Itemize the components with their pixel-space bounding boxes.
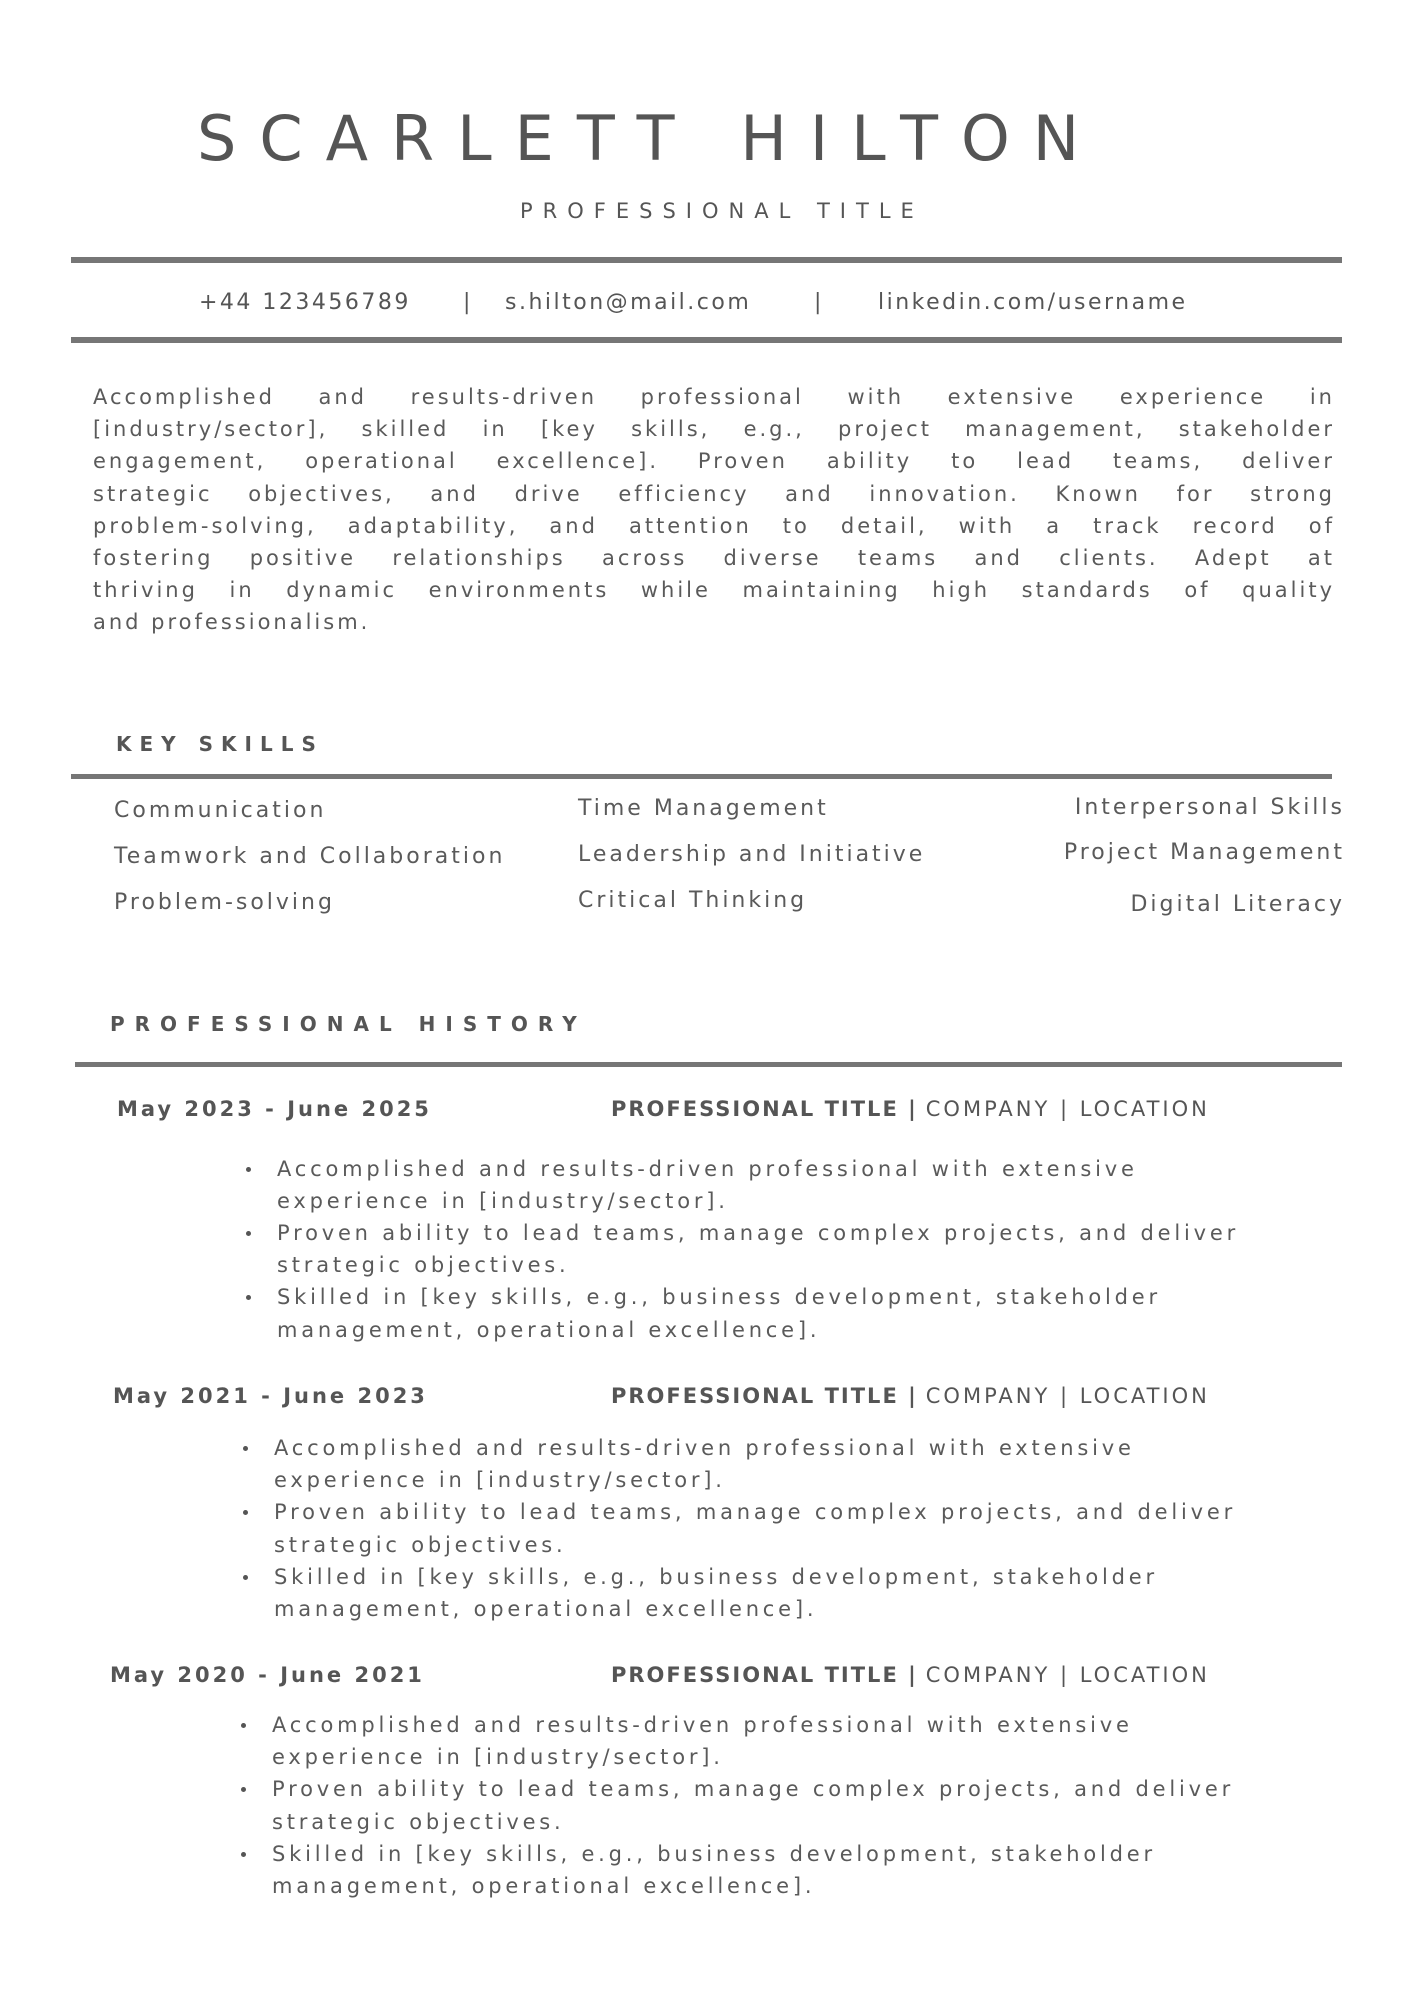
- header-divider-top: [71, 257, 1342, 263]
- bullet-icon: [243, 1510, 248, 1515]
- bullet-icon: [243, 1575, 248, 1580]
- bullet-icon: [246, 1231, 251, 1236]
- job-company-location: COMPANY | LOCATION: [925, 1097, 1210, 1121]
- summary-line: Accomplished and results-driven professional with extensive experience in: [93, 385, 1335, 409]
- key-skills-heading: KEY SKILLS: [116, 732, 324, 756]
- bullet-line: management, operational excellence].: [277, 1318, 821, 1342]
- summary-line: and professionalism.: [93, 610, 371, 634]
- bullet-icon: [241, 1723, 246, 1728]
- contact-separator: |: [814, 290, 824, 315]
- job-company-location: COMPANY | LOCATION: [925, 1384, 1210, 1408]
- contact-phone[interactable]: +44 123456789: [199, 290, 411, 315]
- skill-item: Digital Literacy: [1130, 892, 1345, 917]
- summary-line: fostering positive relationships across diverse teams and clients. Adept at: [93, 546, 1335, 570]
- bullet-icon: [246, 1295, 251, 1300]
- job-title-row: [611, 1665, 1210, 1686]
- bullet-line: Proven ability to lead teams, manage complex projects, and deliver: [277, 1221, 1239, 1245]
- key-skills-divider: [71, 774, 1332, 779]
- bullet-icon: [243, 1446, 248, 1451]
- bullet-line: strategic objectives.: [277, 1253, 570, 1277]
- job-dates: May 2020 - June 2021: [110, 1663, 425, 1687]
- bullet-line: Proven ability to lead teams, manage complex projects, and deliver: [272, 1777, 1234, 1801]
- summary-line: engagement, operational excellence]. Proven ability to lead teams, deliver: [93, 449, 1335, 473]
- skill-item: Teamwork and Collaboration: [114, 844, 506, 869]
- skill-item: Problem-solving: [114, 890, 335, 915]
- bullet-line: strategic objectives.: [274, 1533, 567, 1557]
- summary-line: strategic objectives, and drive efficiency and innovation. Known for strong: [93, 482, 1335, 506]
- contact-separator: |: [463, 290, 473, 315]
- job-dates: May 2021 - June 2023: [113, 1384, 428, 1408]
- summary-line: thriving in dynamic environments while maintaining high standards of quality: [93, 578, 1335, 602]
- summary-line: [industry/sector], skilled in [key skills, e.g., project management, stakeholder: [93, 417, 1335, 441]
- bullet-line: Accomplished and results-driven professional with extensive: [277, 1157, 1138, 1181]
- skill-item: Leadership and Initiative: [578, 842, 926, 867]
- job-title-row: [611, 1386, 1210, 1407]
- bullet-line: Accomplished and results-driven professional with extensive: [274, 1436, 1135, 1460]
- bullet-line: Proven ability to lead teams, manage complex projects, and deliver: [274, 1500, 1236, 1524]
- job-title-row: [611, 1099, 1210, 1120]
- bullet-line: Skilled in [key skills, e.g., business development, stakeholder: [272, 1842, 1156, 1866]
- bullet-line: Skilled in [key skills, e.g., business development, stakeholder: [274, 1565, 1158, 1589]
- job-title: PROFESSIONAL TITLE |: [611, 1663, 918, 1687]
- bullet-line: experience in [industry/sector].: [277, 1189, 729, 1213]
- professional-title: PROFESSIONAL TITLE: [520, 199, 924, 223]
- bullet-line: Accomplished and results-driven professional with extensive: [272, 1713, 1133, 1737]
- summary-line: problem-solving, adaptability, and attention to detail, with a track record of: [93, 514, 1335, 538]
- job-title: PROFESSIONAL TITLE |: [611, 1384, 918, 1408]
- job-company-location: COMPANY | LOCATION: [925, 1663, 1210, 1687]
- header-divider-bottom: [71, 337, 1342, 343]
- contact-email[interactable]: s.hilton@mail.com: [505, 290, 752, 315]
- skill-item: Project Management: [1063, 840, 1345, 865]
- skill-item: Interpersonal Skills: [1074, 795, 1345, 820]
- bullet-icon: [246, 1167, 251, 1172]
- contact-linkedin[interactable]: linkedin.com/username: [878, 290, 1188, 315]
- professional-history-heading: PROFESSIONAL HISTORY: [110, 1012, 587, 1036]
- bullet-line: experience in [industry/sector].: [274, 1468, 726, 1492]
- bullet-line: Skilled in [key skills, e.g., business development, stakeholder: [277, 1285, 1161, 1309]
- professional-history-divider: [75, 1062, 1342, 1067]
- skill-item: Critical Thinking: [578, 888, 808, 913]
- bullet-icon: [241, 1852, 246, 1857]
- bullet-icon: [241, 1787, 246, 1792]
- bullet-line: experience in [industry/sector].: [272, 1745, 724, 1769]
- bullet-line: management, operational excellence].: [272, 1874, 816, 1898]
- skill-item: Time Management: [578, 796, 829, 821]
- bullet-line: strategic objectives.: [272, 1810, 565, 1834]
- job-dates: May 2023 - June 2025: [117, 1097, 432, 1121]
- job-title: PROFESSIONAL TITLE |: [611, 1097, 918, 1121]
- skill-item: Communication: [114, 798, 327, 823]
- candidate-name: SCARLETT HILTON: [197, 102, 1103, 175]
- bullet-line: management, operational excellence].: [274, 1597, 818, 1621]
